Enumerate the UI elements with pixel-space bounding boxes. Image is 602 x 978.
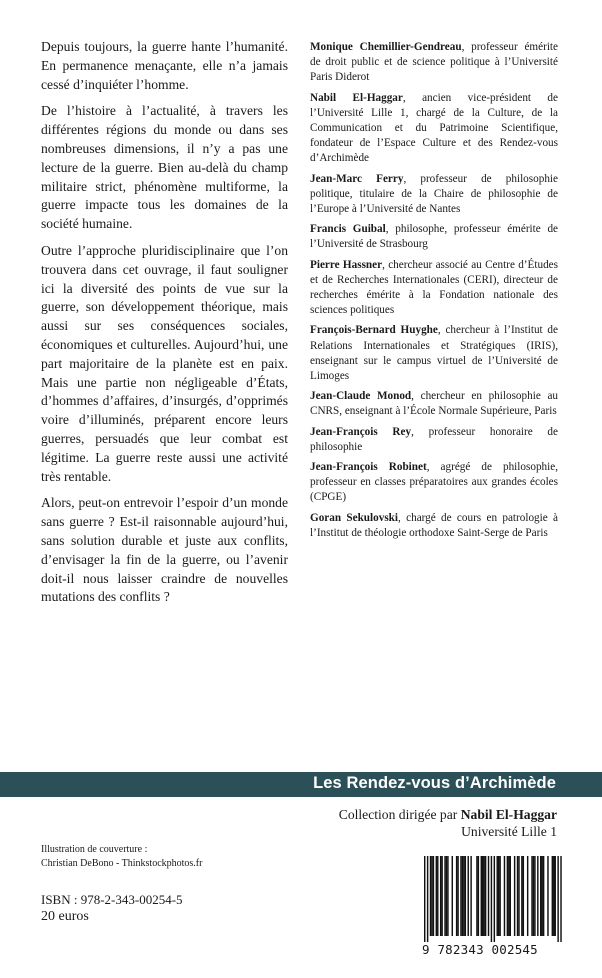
barcode-bar [507,856,508,936]
price: 20 euros [41,909,89,924]
barcode-bar [444,856,445,936]
author-entry [310,323,558,384]
author-desc: , professeur de philosophie politique, titulaire de la Chaire de philosophie de l’Europe à l’Université de Nantes [310,172,558,216]
collection-affiliation: Université Lille 1 [461,824,557,839]
collection-director: Nabil El-Haggar [460,807,557,822]
barcode-bar [499,856,500,936]
back-cover-text [41,38,288,615]
author-desc: , ancien vice-président de l’Université Lille 1, chargé de la Culture, de la Communication et du Patrimoine Scientifique, fondateur de l’Espace Culture et des Rendez-vous d’Archimède [310,91,558,165]
author-entry [310,511,558,541]
barcode-bar [504,856,505,936]
barcode-bar [452,856,453,936]
paragraph-4: Alors, peut-on entrevoir l’espoir d’un monde sans guerre ? Est-il raisonnable aujourd’hui, sans solution durable et juste aux conflits, d’envisager la fin de la guerre, ou l’avenir doit-il nous laisser craindre de nouvelles mutations des conflits ? [41,495,288,605]
illustration-credit [41,843,202,871]
barcode-bar [491,856,492,942]
barcode-bar [433,856,434,936]
barcode-bar [494,856,495,942]
barcode-bar [553,856,554,936]
paragraph-1: Depuis toujours, la guerre hante l’humanité. En permanence menaçante, elle n’a jamais cessé d’inquiéter l’homme. [41,39,288,92]
author-entry [310,222,558,252]
barcode-digits: 9 782343 002545 [422,942,538,957]
author-desc: , professeur émérite de droit public et de science politique à l’Université Paris Diderot [310,41,558,84]
author-desc: , professeur honoraire de philosophie [310,425,558,453]
barcode-bar [463,856,464,936]
barcode-bar [457,856,458,936]
author-entry [310,91,558,167]
author-name: Jean-François Rey [310,425,412,438]
barcode-bar [555,856,556,936]
barcode-bar [447,856,448,936]
paragraph-2: De l’histoire à l’actualité, à travers les différentes régions du monde ou dans ses nombreuses dimensions, il n’y a pas une lecture de la guerre. Bien au-delà du champ militaire strict, phénomène multiforme, la guerre impacte tous les domaines de la société humaine. [41,103,288,232]
barcode-bar [521,856,522,936]
isbn: ISBN : 978-2-343-00254-5 [41,892,183,907]
barcode-bar [543,856,544,936]
barcode-bar [527,856,528,936]
barcode-bar [508,856,509,936]
author-entry [310,425,558,455]
barcode-bar [560,856,561,942]
barcode-bar [540,856,541,936]
barcode-bar [431,856,432,936]
author-name: Monique Chemillier-Gendreau [310,41,462,53]
barcode-bar [460,856,461,936]
collection-info [339,806,557,840]
barcode-bar [468,856,469,936]
barcode-bar [430,856,431,936]
author-name: Jean-Marc Ferry [310,172,404,185]
author-entry [310,258,558,319]
author-desc: , chercheur en philosophie au CNRS, enseignant à l’École Normale Supérieure, Paris [310,390,559,418]
barcode-bar [462,856,463,936]
barcode-bar [482,856,483,936]
barcode-bar [488,856,489,936]
paragraph-3: Outre l’approche pluridisciplinaire que l’on trouvera dans cet ouvrage, il faut souligner ici la diversité des points de vue sur la guerre, son développement théorique, mais aussi sur ses conséquences sociales, économiques et culturelles. Aujourd’hui, une part majoritaire de la planète est en paix. Mais une partie non négligeable d’États, d’hommes d’affaires, d’insurgés, d’opprimés voire d’illuminés, préparent encore leurs guerres, persuadés que leur combat est légitime. La guerre reste aussi une activité très rentable. [41,242,288,484]
author-entry [310,172,558,218]
barcode-bar [465,856,466,936]
author-name: Nabil El-Haggar [310,91,403,104]
author-desc: , philosophe, professeur émérite de l’Université de Strasbourg [310,223,559,251]
author-name: Jean-François Robinet [310,461,427,474]
barcode-bar [456,856,457,936]
barcode-bar [533,856,534,936]
author-name: François-Bernard Huyghe [310,324,438,337]
author-desc: , agrégé de philosophie, professeur en classes préparatoires aux grandes écoles (CPGE) [310,461,559,504]
author-desc: , chercheur associé au Centre d’Études et de Recherches Internationales (CERI), directeur de recherches émérite à la Fondation nationale des sciences politiques [310,258,558,317]
barcode-bar [498,856,499,936]
barcode-bar [436,856,437,936]
barcode-bar [510,856,511,936]
contributors-list [310,40,558,546]
barcode-bar [552,856,553,936]
barcode-bar [485,856,486,936]
barcode-bar [514,856,515,936]
barcode-bar [537,856,538,936]
author-desc: , chercheur à l’Institut de Relations Internationales et Stratégiques (IRIS), enseignant sur le campus virtuel de l’Université de Limoges [310,324,558,383]
barcode-bar [476,856,477,936]
barcode-bar [541,856,542,936]
barcode-bar [517,856,518,936]
barcode-bar [534,856,535,936]
author-entry [310,389,558,419]
barcode-bar [497,856,498,936]
series-title: Les Rendez-vous d’Archimède [313,774,556,792]
barcode-bar [518,856,519,936]
barcode-bar [523,856,524,936]
barcode-bar [481,856,482,936]
author-name: Pierre Hassner [310,258,383,271]
barcode-bar [470,856,471,936]
barcode-bar [437,856,438,936]
barcode-bar [441,856,442,936]
collection-director-line [339,806,557,823]
barcode-bar [440,856,441,936]
barcode-bar [531,856,532,936]
barcode-bar [427,856,428,942]
author-entry [310,460,558,506]
barcode-bar [483,856,484,936]
barcode-bar [478,856,479,936]
author-name: Goran Sekulovski [310,511,399,524]
series-band [0,772,602,797]
illustration-source: Christian DeBono - Thinkstockphotos.fr [41,858,203,869]
author-name: Francis Guibal [310,223,386,236]
illustration-label: Illustration de couverture : [41,844,148,855]
barcode-bar [424,856,425,942]
author-desc: , chargé de cours en patrologie à l’Institut de théologie orthodoxe Saint-Serge de Paris [310,511,558,539]
barcode-bar [446,856,447,936]
author-name: Jean-Claude Monod [310,390,412,403]
barcode-bar [547,856,548,936]
collection-prefix: Collection dirigée par [338,807,458,822]
author-entry [310,40,558,86]
barcode-bar [557,856,558,942]
barcode-bars [420,856,563,942]
